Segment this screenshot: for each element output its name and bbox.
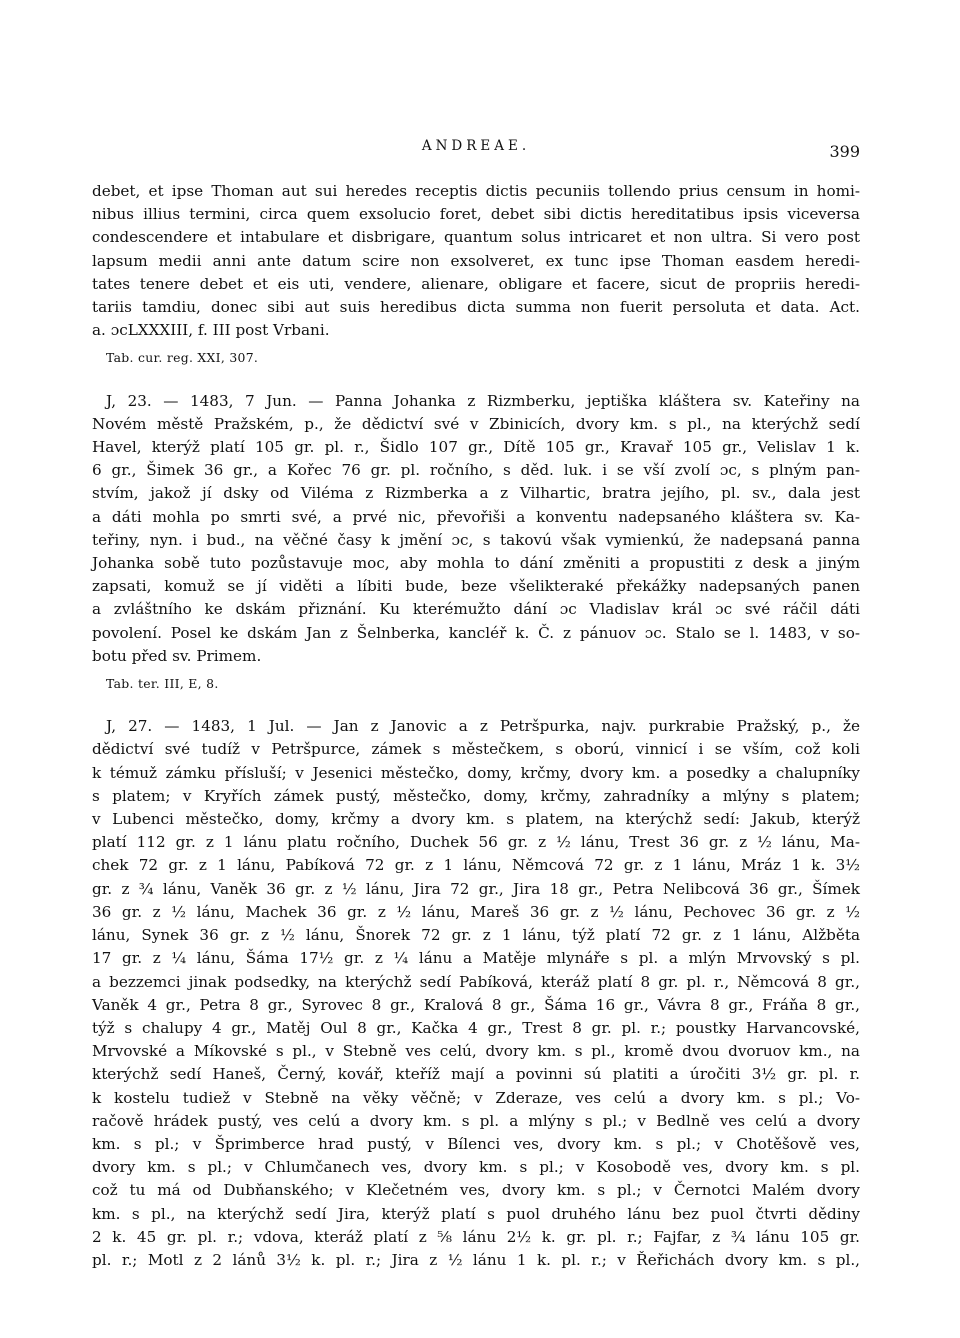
spacer bbox=[92, 701, 860, 715]
running-head: ANDREAE. bbox=[421, 138, 531, 154]
entry-j23 bbox=[92, 390, 860, 696]
text-line: chek 72 gr. z 1 lánu, Pabíková 72 gr. z 1 lánu, Němcová 72 gr. z 1 lánu, Mráz 1 k. 3½ bbox=[92, 856, 860, 875]
entry-j27 bbox=[92, 715, 860, 1272]
text-line: k kostelu tudiež v Stebně na věky věčně; v Zderaze, ves celú a dvory km. s pl.; Vo- bbox=[92, 1088, 860, 1107]
text-line: 17 gr. z ¼ lánu, Šáma 17½ gr. z ¼ lánu a Matěje mlynáře s pl. a mlýn Mrvovský s pl. bbox=[92, 949, 860, 968]
text-line: 36 gr. z ½ lánu, Machek 36 gr. z ½ lánu, Mareš 36 gr. z ½ lánu, Pechovec 36 gr. z ½ bbox=[92, 902, 860, 921]
text-line: Mrvovské a Míkovské s pl., v Stebně ves celú, dvory km. s pl., kromě dvou dvoruov km., na bbox=[92, 1042, 860, 1061]
text-line: račově hrádek pustý, ves celú a dvory km. s pl. a mlýny s pl.; v Bedlně ves celú a dvory bbox=[92, 1111, 860, 1130]
text-line: lapsum medii anni ante datum scire non exsolveret, ex tunc ipse Thoman easdem heredi- bbox=[92, 251, 860, 270]
text-line: týž s chalupy 4 gr., Matěj Oul 8 gr., Kačka 4 gr., Trest 8 gr. pl. r.; poustky Harvancovské, bbox=[92, 1018, 860, 1037]
text-line: gr. z ¾ lánu, Vaněk 36 gr. z ½ lánu, Jira 72 gr., Jira 18 gr., Petra Nelibcová 36 gr., Šímek bbox=[92, 879, 860, 898]
text-line: lánu, Synek 36 gr. z ½ lánu, Šnorek 72 gr. z 1 lánu, týž platí 72 gr. z 1 lánu, Alžběta bbox=[92, 926, 860, 945]
text-line: v Lubenci městečko, domy, krčmy a dvory km. s platem, na kterýchž sedí: Jakub, kterýž bbox=[92, 810, 860, 829]
text-line: teřiny, nyn. i bud., na věčné časy k jmění ɔc, s takovú však vymienkú, že nadepsaná panna bbox=[92, 530, 860, 549]
spacer bbox=[92, 376, 860, 390]
text-line: a zvláštního ke dskám přiznání. Ku kterémužto dání ɔc Vladislav král ɔc své ráčil dáti bbox=[92, 600, 860, 619]
text-line: nibus illius termini, circa quem exsolucio foret, debet sibi dictis hereditatibus ipsis viceversa bbox=[92, 205, 860, 224]
text-line: botu před sv. Primem. bbox=[92, 646, 262, 665]
text-line: s platem; v Kryřích zámek pustý, městečko, domy, krčmy, zahradníky a mlýny s platem; bbox=[92, 786, 860, 805]
text-line: dědictví své tudíž v Petršpurce, zámek s městečkem, s oború, vinnicí i se vším, což koli bbox=[92, 740, 860, 759]
entry-continued bbox=[92, 180, 860, 370]
text-line: km. s pl., na kterýchž sedí Jira, kterýž platí s puol druhého lánu bez puol čtvrti dědiny bbox=[92, 1204, 860, 1223]
text-line: 2 k. 45 gr. pl. r.; vdova, kteráž platí z ⅝ lánu 2½ k. gr. pl. r.; Fajfar, z ¾ lánu 105 gr. bbox=[92, 1227, 860, 1246]
text-line: což tu má od Dubňanského; v Klečetném ves, dvory km. s pl.; v Černotci Malém dvory bbox=[92, 1181, 860, 1200]
text-line: tates tenere debet et eis uti, vendere, alienare, obligare et facere, sicut de propriis heredi- bbox=[92, 274, 860, 293]
text-line: povolení. Posel ke dskám Jan z Šelnberka, kancléř k. Č. z pánuov ɔc. Stalo se l. 1483, v so- bbox=[92, 623, 860, 642]
text-line: condescendere et intabulare et disbrigare, quantum solus intricaret et non ultra. Si vero post bbox=[92, 228, 860, 247]
text-line: dvory km. s pl.; v Chlumčanech ves, dvory km. s pl.; v Kosobodě ves, dvory km. s pl. bbox=[92, 1158, 860, 1177]
text-line: Havel, kterýž platí 105 gr. pl. r., Šidlo 107 gr., Dítě 105 gr., Kravař 105 gr., Velislav 1 k. bbox=[92, 438, 860, 457]
text-line: k témuž zámku přísluší; v Jesenici městečko, domy, krčmy, dvory km. a posedky a chalupníky bbox=[92, 763, 860, 782]
source-citation: Tab. cur. reg. XXI, 307. bbox=[106, 350, 259, 366]
text-line: pl. r.; Motl z 2 lánů 3½ k. pl. r.; Jira z ½ lánu 1 k. pl. r.; v Řeřichách dvory km. s pl., bbox=[92, 1250, 860, 1269]
entry-heading-line: J, 27. — 1483, 1 Jul. — Jan z Janovic a z Petršpurka, najv. purkrabie Pražský, p., že bbox=[106, 717, 860, 736]
entry-heading-line: J, 23. — 1483, 7 Jun. — Panna Johanka z Rizmberku, jeptiška kláštera sv. Kateřiny na bbox=[106, 391, 860, 410]
text-line: Johanka sobě tuto pozůstavuje moc, aby mohla to dání změniti a propustiti z desk a jiným bbox=[92, 554, 860, 573]
text-line: tariis tamdiu, donec sibi aut suis heredibus dicta summa non fuerit persoluta et data. Act. bbox=[92, 298, 860, 317]
text-line: Vaněk 4 gr., Petra 8 gr., Syrovec 8 gr., Kralová 8 gr., Šáma 16 gr., Vávra 8 gr., Fráňa 8 gr., bbox=[92, 995, 860, 1014]
page-body bbox=[92, 180, 860, 1272]
text-line: Novém městě Pražském, p., že dědictví své v Zbinicích, dvory km. s pl., na kterýchž sedí bbox=[92, 414, 860, 433]
text-line: a dáti mohla po smrti své, a prvé nic, převořiši a konventu nadepsaného kláštera sv. Ka- bbox=[92, 507, 860, 526]
text-line: km. s pl.; v Šprimberce hrad pustý, v Bílenci ves, dvory km. s pl.; v Chotěšově ves, bbox=[92, 1134, 860, 1153]
page-number: 399 bbox=[829, 142, 860, 161]
text-line: kterýchž sedí Haneš, Černý, kovář, kteříž mají a povinni sú platiti a úročiti 3½ gr. pl. r. bbox=[92, 1065, 860, 1084]
text-line: a. ɔcLXXXIII, f. III post Vrbani. bbox=[92, 321, 330, 340]
text-line: debet, et ipse Thoman aut sui heredes receptis dictis pecuniis tollendo prius censum in homi- bbox=[92, 182, 860, 200]
page-header bbox=[92, 138, 860, 162]
text-line: 6 gr., Šimek 36 gr., a Kořec 76 gr. pl. ročního, s děd. luk. i se vší zvolí ɔc, s plným pan- bbox=[92, 461, 860, 480]
text-line: a bezzemci jinak podsedky, na kterýchž sedí Pabíková, kteráž platí 8 gr. pl. r., Němcová 8 gr., bbox=[92, 972, 860, 991]
text-line: zapsati, komuž se jí viděti a líbiti bude, beze všelikteraké překážky nadepsaných panen bbox=[92, 577, 860, 596]
source-citation: Tab. ter. III, E, 8. bbox=[106, 676, 219, 692]
text-line: platí 112 gr. z 1 lánu platu ročního, Duchek 56 gr. z ½ lánu, Trest 36 gr. z ½ lánu, Ma- bbox=[92, 833, 860, 852]
text-line: stvím, jakož jí dsky od Viléma z Rizmberka a z Vilhartic, bratra jejího, pl. sv., dala jest bbox=[92, 484, 860, 503]
